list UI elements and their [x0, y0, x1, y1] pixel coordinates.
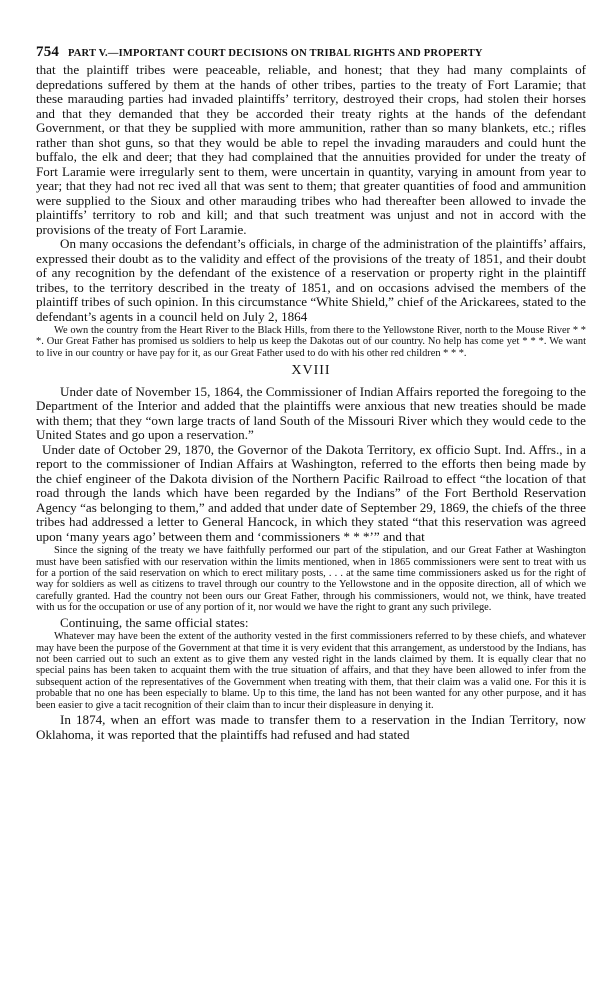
running-header — [36, 44, 586, 61]
document-body — [36, 63, 586, 742]
section-heading: XVIII — [291, 363, 331, 379]
paragraph-6: In 1874, when an effort was made to transfer them to a reservation in the Indian Territory, now Oklahoma, it was reported that the plaintiffs had refused and had stated — [36, 712, 586, 742]
block-quote-1: We own the country from the Heart River to the Black Hills, from there to the Yellowstone River, north to the Mouse River * * *. Our Great Father has promised us soldiers to help us keep the Dakotas out of our country. No help has come yet * * *. We want to live in our country or have pay for it, as our Great Father used to do with his other red children * * *. — [36, 325, 586, 359]
paragraph-3: Under date of November 15, 1864, the Commissioner of Indian Affairs reported the foregoing to the Department of the Interior and added that the plaintiffs were anxious that new treaties should be made with them; that they “own large tracts of land South of the Missouri River which they would cede to the United States and go upon a reservation.” — [36, 383, 586, 443]
document-page — [36, 44, 586, 974]
running-title: PART V.—IMPORTANT COURT DECISIONS ON TRIBAL RIGHTS AND PROPERTY — [67, 48, 483, 59]
block-quote-2: Since the signing of the treaty we have faithfully performed our part of the stipulation, and our Great Father at Washington must have been satisfied with our reservation within the limits mentioned, when in 1865 commissioners were sent to treat with us for a portion of the said reservation on which to erect military posts, . . . at the same time commissioners asked us for the right of way for soldiers as well as citizens to travel through our country to the Yellowstone and in the opposite direction, all of which we carefully granted. Had the country not been ours our Great Father, through his commissioners, would not, we think, have treated with us for the occupation or use of any portion of it, nor would we have the right to grant any such privilege. — [36, 545, 586, 614]
paragraph-2: On many occasions the defendant’s officials, in charge of the administration of the plaintiffs’ affairs, expressed their doubt as to the validity and effect of the provisions of the treaty of 1851, and their doubt of any recognition by the defendant of the existence of a reservation or property right in the plaintiff tribes, to the territory described in the treaty of 1851, and on occasions advised the members of the plaintiff tribes of such opinion. In this circumstance “White Shield,” chief of the Arickarees, stated to the defendant’s agents in a council held on July 2, 1864 — [36, 236, 586, 324]
page-number: 754 — [36, 44, 60, 60]
paragraph-1: that the plaintiff tribes were peaceable, reliable, and honest; that they had many complaints of depredations suffered by them at the hands of other tribes, parties to the treaty of Fort Laramie; that these marauding parties had invaded plaintiffs’ territory, destroyed their crops, had stolen their horses and that they demanded that they be accorded their treaty rights at the hands of the defendant Government, or that they be supplied with more ammunition, rather than so many blankets, etc.; rifles rather than shot guns, so that they would be able to repel the invading marauders and could hunt the buffalo, the elk and deer; that they had complained that the annuities provided for under the treaty of Fort Laramie were irregularly sent to them, were uncertain in quantity, varying in amount from year to year; that they had not rec ived all that was sent to them; that greater quantities of food and ammunition were supplied to the Sioux and other marauding tribes who had thereafter been allowed to invade the plaintiffs’ territory to rob and kill; and that such treatment was unjust and not in accord with the provisions of the treaty of Fort Laramie. — [36, 62, 586, 237]
block-quote-3: Whatever may have been the extent of the authority vested in the first commissioners referred to by these chiefs, and whatever may have been the purpose of the Government at that time it is very evident that this arrangement, as understood by the Indians, has not been carried out to such an extent as to give them any vested right in the lands claimed by them. It is equally clear that no special pains has been taken to acquaint them with the true situation of affairs, and that they have been allowed to infer from the subsequent action of the representatives of the Government when treating with them, that their claim was a valid one. For this it is probable that no one has been especially to blame. Up to this time, the land has not been wanted for any other purpose, and it has been easier to give a tacit recognition of their claim than to incur their displeasure in denying it. — [36, 631, 586, 711]
paragraph-4: Under date of October 29, 1870, the Governor of the Dakota Territory, ex officio Supt. Ind. Affrs., in a report to the commissioner of Indian Affairs at Washington, referred to the efforts then being made by the chief engineer of the Dakota division of the Northern Pacific Railroad to effect “the location of that road through the lands which have been regarded by the Indians” of the Fort Berthold Reservation Agency “as belonging to them,” and added that under date of September 29, 1869, the chiefs of the three tribes had addressed a letter to General Hancock, in which they stated “that this reservation was agreed upon ‘many years ago’ between them and ‘commissioners * * *’” and that — [36, 441, 586, 544]
paragraph-5: Continuing, the same official states: — [60, 614, 249, 630]
